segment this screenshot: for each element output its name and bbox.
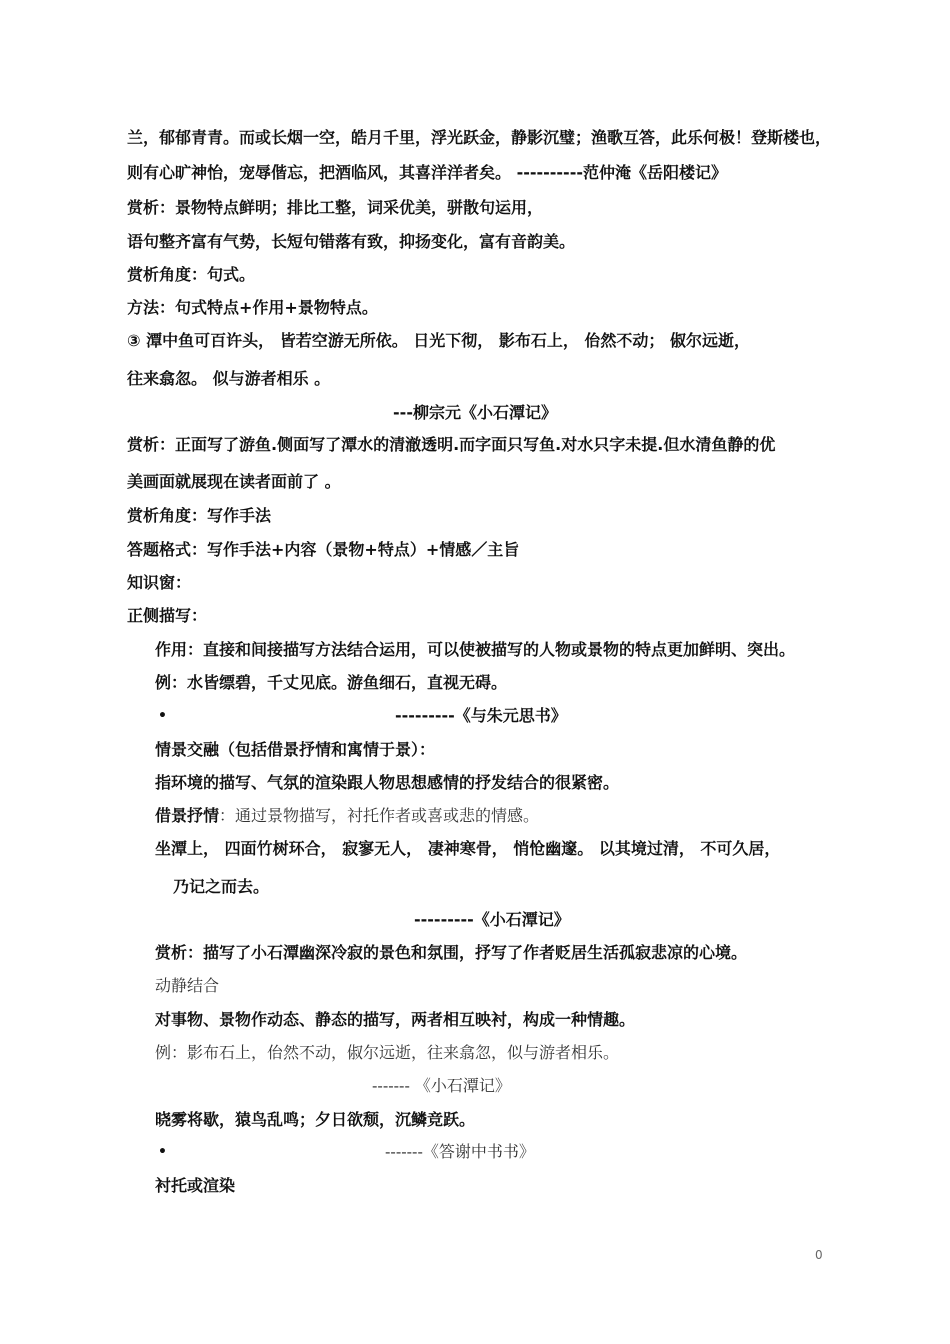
- bullet-point: •: [158, 708, 167, 724]
- text-line: 方法：句式特点+作用+景物特点。: [127, 298, 378, 317]
- text-line: 答题格式：写作手法+内容（景物+特点）+情感／主旨: [127, 540, 520, 559]
- text-line: [155, 806, 539, 826]
- text-line: 美画面就展现在读者面前了 。: [127, 472, 341, 491]
- text-line: 例：影布石上，佁然不动，俶尔远逝，往来翕忽，似与游者相乐。: [155, 1043, 620, 1062]
- text-line: 例：水皆缥碧，千丈见底。游鱼细石，直视无碍。: [155, 673, 508, 692]
- source-citation: -------《答谢中书书》: [385, 1142, 535, 1161]
- text-line: 乃记之而去。: [173, 877, 270, 896]
- text-line: 作用：直接和间接描写方法结合运用，可以使被描写的人物或景物的特点更加鲜明、突出。: [155, 640, 796, 659]
- term-label: 借景抒情: [155, 806, 220, 825]
- text-line: 衬托或渲染: [155, 1176, 236, 1195]
- text-line: 知识窗：: [127, 573, 192, 592]
- source-citation: ------- 《小石潭记》: [372, 1076, 511, 1095]
- text-line: 对事物、景物作动态、静态的描写，两者相互映衬，构成一种情趣。: [155, 1010, 636, 1029]
- text-line: 兰，郁郁青青。而或长烟一空，皓月千里，浮光跃金，静影沉璧；渔歌互答，此乐何极！登斯楼也，: [127, 128, 832, 147]
- text-line: 赏析角度：句式。: [127, 265, 256, 284]
- source-citation: ---------《小石潭记》: [414, 910, 570, 929]
- page-number: 0: [815, 1248, 823, 1262]
- text-line: 指环境的描写、气氛的渲染跟人物思想感情的抒发结合的很紧密。: [155, 773, 620, 792]
- source-citation: ---------《与朱元思书》: [395, 706, 567, 725]
- text-line: 动静结合: [155, 976, 220, 995]
- source-citation: ---柳宗元《小石潭记》: [393, 403, 557, 422]
- text-line: 坐潭上， 四面竹树环合， 寂寥无人， 凄神寒骨， 悄怆幽邃。 以其境过清， 不可久居，: [155, 839, 781, 858]
- text-line: 赏析：正面写了游鱼.侧面写了潭水的清澈透明.而字面只写鱼.对水只字未提.但水清鱼静的优: [127, 435, 776, 454]
- text-line: 情景交融（包括借景抒情和寓情于景）：: [155, 740, 436, 759]
- term-definition: ：通过景物描写，衬托作者或喜或悲的情感。: [219, 806, 540, 825]
- bullet-point: •: [158, 1144, 167, 1160]
- text-line: 赏析：描写了小石潭幽深冷寂的景色和氛围，抒写了作者贬居生活孤寂悲凉的心境。: [155, 943, 748, 962]
- text-line: 则有心旷神怡，宠辱偕忘，把酒临风，其喜洋洋者矣。 ----------范仲淹《岳阳楼记》: [127, 163, 727, 182]
- text-line: 语句整齐富有气势，长短句错落有致，抑扬变化，富有音韵美。: [127, 232, 576, 251]
- text-line: 赏析：景物特点鲜明；排比工整，词采优美，骈散句运用，: [127, 198, 544, 217]
- text-line: ③ 潭中鱼可百许头， 皆若空游无所依。 日光下彻， 影布石上， 佁然不动； 俶尔远逝，: [127, 331, 750, 350]
- text-line: 正侧描写：: [127, 606, 208, 625]
- text-line: 晓雾将歇，猿鸟乱鸣；夕日欲颓，沉鳞竞跃。: [155, 1110, 476, 1129]
- text-line: 赏析角度：写作手法: [127, 506, 272, 525]
- text-line: 往来翕忽。 似与游者相乐 。: [127, 369, 331, 388]
